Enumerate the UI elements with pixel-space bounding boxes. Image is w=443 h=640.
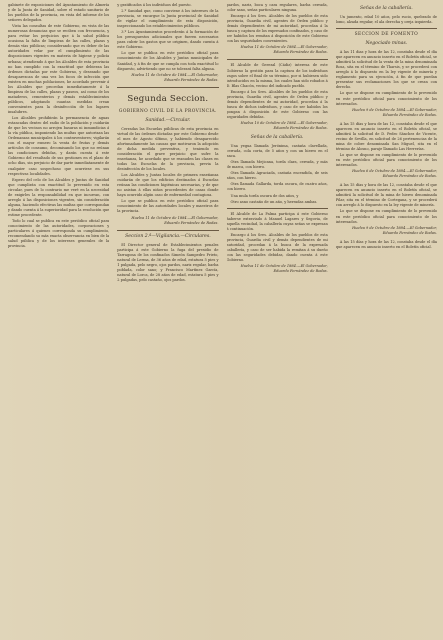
article-paragraph: El Alcalde de Gerezal (Cádiz) interesa de este Gobierno la gestión para la captura de los individuos vagos sobre el final de su término, por si hubiesen sido introducidos en la misma, los cuales han sido robados á D. Blas Chacón, vecino del indicado pueblo. [226,63,328,88]
article-paragraph: Lo que se publica en este periódico oficial para conocimiento de las autoridades locales y maestros de la provincia. [117,199,219,214]
article-paragraph: Lo que se dispone en cumplimiento de lo prevenido en este periódico oficial para conocimiento de los interesados. [335,152,437,168]
subsection-title: Señas de la caballería. [360,6,413,11]
signature-line: Huelva 9 de Octubre de 1884.—El Gobernador, Eduardo Fernández de Rodas. [352,107,437,117]
article-paragraph: A las 15 días y hora de las 12, constaba desde el que aparecen en anuncio inserto en el Boletín oficial, se admitirá la solicitud de la mina de hierro denominada Pilar, sita en el término de Cortegana, y se procederá con arreglo á lo dispuesto en la ley vigente de minería. [335,183,437,208]
article-paragraph: gabinete de exposiciones del Ayuntamiento de Almería y de la Junta de Sanidad, sobre el estado sanitario de los pueblos de la provincia, en vista del informe de los señores delegados. [8,3,110,23]
article-paragraph: 3.º Los Ayuntamientos procederán á la formación de los presupuestos adicionales que fueren necesarios para cubrir los gastos que se originen, dando cuenta á este Gobierno. [117,30,219,50]
signature-line: Huelva 6 de Octubre de 1884.—El Gobernador, Eduardo Fernández de Rodas. [352,169,437,179]
article-paragraph: Encargo á los Sres. Alcaldes de los pueblos de esta provincia, Guardia civil, agentes de Orden público y demás dependientes de mi autoridad, procedan á la busca de dichos individuos, y caso de ser habidos los pongan á disposición de este Gobierno con las seguridades debidas. [226,89,328,119]
article-paragraph: El Alcalde de La Palma participa á este Gobierno haberse extraviado á Manuel Lagares y Segovia, de aquella vecindad, la caballería cuyas señas se expresan á continuación. [226,211,328,231]
column-1 [8,3,109,636]
article-paragraph: Encargo á los Sres. Alcaldes de los pueblos de esta provincia, Guardia civil y demás dependientes de mi autoridad, procedan á la busca de la expresada caballería, y caso de ser habida la remitan á su dueño con las seguridades debidas, dando cuenta á este Gobierno. [226,232,328,263]
article-paragraph: Cerradas las Escuelas públicas de esta provincia en virtud de las órdenes dictadas por este Gobierno desde el mes de Agosto último, y habiendo desaparecido afortunadamente las causas que motivaron la adopción de dicha medida preventiva, y teniendo en consideración el grave perjuicio que sufre la enseñanza, he acordado que se reanuden las clases en todas las Escuelas de la provincia, previa la desinfección de los locales. [117,126,219,172]
article-paragraph: Otra llamada Agraciada, castaña encendida, de seis años, con hierro. [226,171,328,181]
article-paragraph: Espero del celo de los Alcaldes y Juntas de Sanidad que cumplirán con exactitud lo prevenido en esta circular, pues de lo contrario me veré en la necesidad de exigirles la responsabilidad en que incurran, con arreglo á las disposiciones vigentes, sin consideración alguna, haciendo efectivas las multas que correspondan y dando cuenta á la superioridad para la resolución que estime procedente. [8,177,110,217]
section-divider [227,59,328,60]
signature-line: Huelva 11 de Octubre de 1884.—El Gobernador, Eduardo Fernández de Rodas. [240,264,328,274]
subsection-title: Sanidad.—Circular. [145,117,191,123]
section-divider [117,87,218,88]
signature-line: Huelva 10 de Octubre de 1884.—El Gobernador, Eduardo Fernández de Rodas. [240,120,328,131]
article-paragraph: El Director general de Establecimientos penales participa á este Gobierno la fuga del presidio de Tarragona de los confinados Simeón Sampedro Prieto, natural de Lerma, de 36 años de edad, estatura 5 pies y 1 pulgada, pelo negro, ojos pardos, nariz regular, barba poblada, color sano; y Francisco Martínez García, natural de Lorca, de 28 años de edad, estatura 5 pies y 2 pulgadas, pelo castaño, ojos pardos. [117,242,219,282]
signature-line: Huelva 11 de Octubre de 1884.—El Gobernador, Eduardo Fernández de Rodas. [240,45,328,55]
article-paragraph: Otra llamada Gallarda, torda oscura, de cuatro años, con hierro. [226,182,328,192]
article-paragraph: Otro asno castaño de un año, y herradas ambas. [230,199,318,204]
signature-line: Huelva 11 de Octubre de 1884.—El Gobernador, Eduardo Fernández de Rodas. [131,215,219,225]
section-subheading: GOBIERNO CIVIL DE LA PROVINCIA. [118,108,217,114]
article-paragraph: Lo que se dispone en cumplimiento de lo prevenido en este periódico oficial para conocimiento de los interesados. [335,209,437,224]
column-2 [117,3,218,636]
section-heading: Segunda Seccion. [127,93,209,104]
article-paragraph: Lo que se publica en este periódico oficial para conocimiento de los Alcaldes y Juntas municipales de Sanidad, y á fin de que se cumpla con toda exactitud lo dispuesto, advirtiendo que no se tolerará falta alguna. [117,51,219,71]
signature-line: Huelva 11 de Octubre de 1884.—El Gobernador, Eduardo Fernández de Rodas. [131,72,219,82]
subsection-title: Negociado minas. [365,41,408,47]
column-3 [227,3,328,636]
article-paragraph: A las 15 días y hora de las 12, constaba desde el que aparecen en anuncio inserto en el Boletín oficial, se admitirá la solicitud de D. Pedro Sánchez de Vicente, vecino de Sevilla, en solicitud de 26 pertenencias de la mina de cobre denominada San Miguel, sita en el término de Alosno, paraje llamado Las Herrerías. [335,121,437,151]
signature-line: Huelva 9 de Octubre de 1884.—El Gobernador, Eduardo Fernández de Rodas. [352,225,437,235]
article-paragraph: Encargo á los Sres. Alcaldes de los pueblos de esta provincia, Guardia civil, agentes de Orden público y demás dependientes de mi autoridad, procedan á la busca y captura de los expresados confinados, y caso de ser habidos los remitan á disposición de este Gobierno con las seguridades convenientes. [226,14,328,44]
article-paragraph: Otra llamada Mejicana, torda clara, cerrada, y más de marca, con hierro. [226,160,328,170]
article-paragraph: Todo lo cual se publica en este periódico oficial para conocimiento de las autoridades, corporaciones y particulares á quienes corresponda su cumplimiento, recomendando su más exacta observancia en bien de la salud pública y de los intereses generales de la provincia. [8,218,110,249]
article-paragraph: y gratificados á los individuos del puesto. [117,3,192,7]
article-paragraph: 2.º Sanidad que, como conviene á los intereses de la provincia, se encargue la Junta provincial de Sanidad de vigilar el cumplimiento de esta disposición, inspeccionando los establecimientos públicos. [117,9,219,29]
article-paragraph: Lo que se dispone en cumplimiento de lo prevenido en este periódico oficial para conocimiento de los interesados. [335,91,437,106]
article-paragraph: Una mula torda oscura de dos años, y [230,193,299,198]
section-divider [336,28,437,29]
article-paragraph: Un jumento, edad 10 años, pelo rucio, quebrado de lomo, alzada regular, el ala derecha y oreja izquierda. [335,15,437,25]
article-paragraph: Los Alcaldes y Juntas locales de primera enseñanza cuidarán de que los edificios destinados á Escuelas reúnan las condiciones higiénicas necesarias, y de que no asistan á ellas niños procedentes de casas donde haya ocurrido algún caso de enfermedad contagiosa. [117,173,219,198]
section-divider [227,208,328,209]
subsection-title: Señas de la caballería. [250,135,304,141]
column-4 [336,3,437,636]
subsection-title: Seccion 2.ª—Vigilancia.—Circulares. [125,233,211,239]
article-paragraph: A las 11 dias y hora de las 12, constaba desde el día que aparecen en anuncio inserto en el Boletín oficial, se admitirá la solicitud de la venta de la mina denominada Rosa, sita en el término de Tharsis, y se procederá con arreglo á lo dispuesto en la ley vigente de minería y reglamento para su ejecución, á fin de que puedan presentar sus reclamaciones los que se crean con derecho. [335,50,437,90]
article-paragraph: Una yegua llamada Jerónima, castaña clavellada, cerrada, cola corta, de 5 años y con un hierro en el anca. [226,144,328,159]
article-paragraph: A las 15 días y hora de las 12, constaba desde el día que aparecen en anuncio inserto en el Boletín oficial. [335,239,437,249]
section-subheading: SECCION DE FOMENTO [354,32,419,38]
article-paragraph: Los Alcaldes prohibirán la permanencia de aguas estancadas dentro del radio de la población y cuidarán de que los vecinos no arrojen basuras ni inmundicias á la vía pública, imponiendo las multas que autorizan las Ordenanzas municipales á los contraventores; vigilarán con el mayor esmero la venta de frutas y demás artículos de consumo, decomisando los que no reúnan las condiciones debidas, y darán cuenta á este Gobierno del resultado de sus gestiones en el plazo de ocho días, sin perjuicio de dar parte inmediatamente de cualquier caso sospechoso que ocurriese en sus respectivas localidades. [8,116,110,176]
article-paragraph: Vista las consultas de este Gobierno, en vista de las numerosas denuncias que se reciben con frecuencia, y para evitar los perjuicios que á la salud pública ocasiona la falta de limpieza de las calles, plazas y demás vías públicas; considerando que es deber de las autoridades velar por el cumplimiento de las disposiciones vigentes en materia de higiene y policía urbana; atendiendo á que los Alcaldes de esta provincia no han cumplido con la exactitud que debieran las órdenes dictadas por este Gobierno, y deseando que desaparezcan de una vez los focos de infección que existen en muchas poblaciones, he acordado prevenir á los Alcaldes que procedan inmediatamente á la limpieza de las calles, plazas y paseos, así como de los mataderos, cementerios y demás establecimientos públicos, adoptando cuantas medidas crean convenientes para la desinfección de los lugares insalubres. [8,24,110,114]
section-divider [117,230,218,231]
article-paragraph: pardos, nariz, boca y cara regulares, barba cerrada, color sano, señas particulares ninguna. [226,3,328,13]
